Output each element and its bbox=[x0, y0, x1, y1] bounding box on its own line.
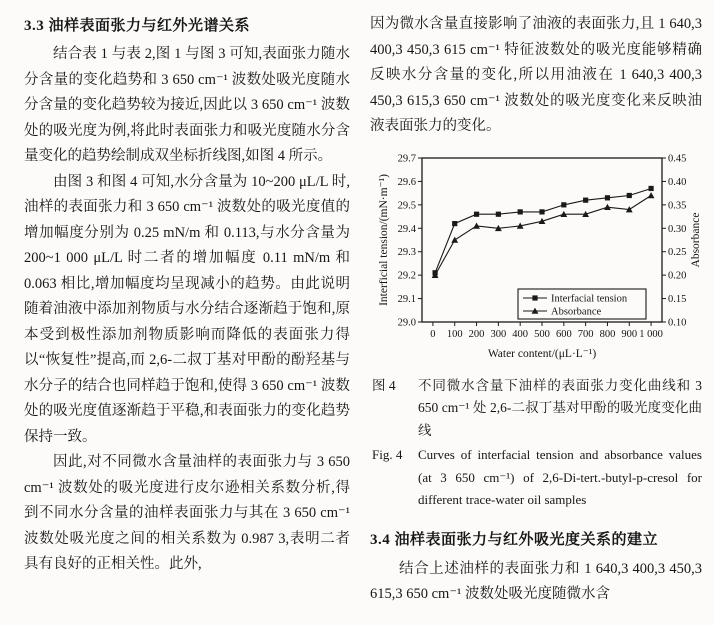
square-marker bbox=[605, 195, 610, 200]
series-interfacial-tension bbox=[435, 188, 651, 272]
square-marker bbox=[496, 211, 501, 216]
y-left-tick-label: 29.0 bbox=[397, 317, 416, 328]
series-absorbance bbox=[435, 195, 651, 275]
triangle-marker bbox=[451, 236, 458, 242]
figure-4-caption-cn bbox=[372, 375, 702, 443]
y-left-tick-label: 29.2 bbox=[397, 270, 416, 282]
y-right-tick-label: 0.15 bbox=[668, 293, 687, 305]
square-marker bbox=[452, 221, 457, 226]
figure-4-chart bbox=[376, 148, 712, 369]
paragraph-3-4-a: 结合上述油样的表面张力和 1 640,3 400,3 450,3 615,3 650 cm⁻¹ 波数处吸光度随微水含 bbox=[370, 560, 702, 602]
square-marker bbox=[627, 192, 632, 197]
figure-4-caption-en-text: Curves of interfacial tension and absorbance values (at 3 650 cm⁻¹) of 2,6-Di-tert.-butyl-p-cresol for different trace-water oil samples bbox=[418, 447, 702, 507]
legend-label: Absorbance bbox=[551, 306, 602, 317]
y-right-tick-label: 0.30 bbox=[668, 223, 687, 235]
figure-4 bbox=[376, 148, 702, 369]
figure-4-caption-cn-text: 不同微水含量下油样的表面张力变化曲线和 3 650 cm⁻¹ 处 2,6-二叔丁基对甲酚的吸光度变化曲线 bbox=[418, 377, 702, 438]
y-left-tick-label: 29.1 bbox=[397, 293, 416, 305]
chart-legend bbox=[518, 289, 646, 319]
y-left-tick-label: 29.5 bbox=[397, 199, 416, 211]
figure-4-caption-en bbox=[372, 444, 702, 512]
x-tick-label: 0 bbox=[430, 328, 436, 340]
x-tick-label: 300 bbox=[490, 328, 507, 340]
y-left-tick-label: 29.3 bbox=[397, 246, 416, 258]
x-tick-label: 100 bbox=[446, 328, 463, 340]
paragraph-continuation: 因为微水含量直接影响了油液的表面张力,且 1 640,3 400,3 450,3 615 cm⁻¹ 特征波数处的吸光度能够精确反映水分含量的变化,所以用油液在 1 640,3 400,3 450,3 615,3 650 cm⁻¹ 波数处的吸光度变化来反映油液表面张力的变化。 bbox=[370, 16, 702, 134]
square-marker bbox=[648, 185, 653, 190]
legend-label: Interfacial tension bbox=[551, 293, 628, 304]
y-right-tick-label: 0.20 bbox=[668, 270, 687, 282]
x-tick-label: 600 bbox=[555, 328, 572, 340]
y-axis-label-left: Interficial tension/(mN·m⁻¹) bbox=[378, 173, 390, 306]
y-left-tick-label: 29.4 bbox=[397, 223, 416, 235]
left-column bbox=[24, 12, 350, 625]
paragraph-3-3-b: 由图 3 和图 4 可知,水分含量为 10~200 μL/L 时,油样的表面张力和 3 650 cm⁻¹ 波数处的吸光度值的增加幅度分别为 0.25 mN/m 和 0.113,与水分含量为 200~1 000 μL/L 时二者的增加幅度 0.11 mN/m 和 0.063 相比,增加幅度均呈现减小的趋势。由此说明随着油液中添加剂物质与水分结合逐渐趋于饱和,原本受到极性添加剂物质影响而降低的表面张力得以“恢复性”提高,而 2,6-二叔丁基对甲酚的酚羟基与水分子的结合也同样趋于饱和,使得 3 650 cm⁻¹ 波数处的吸光度值逐渐趋于平稳,和表面张力的变化趋势保持一致。 bbox=[24, 173, 350, 445]
section-3-3-heading: 3.3 油样表面张力与红外光谱关系 bbox=[24, 18, 251, 34]
section-3-4-heading: 3.4 油样表面张力与红外吸光度关系的建立 bbox=[370, 531, 659, 548]
paragraph-3-3-a: 结合表 1 与表 2,图 1 与图 3 可知,表面张力随水分含量的变化趋势和 3 650 cm⁻¹ 波数处吸光度随水分含量的变化趋势较为接近,因此以 3 650 cm⁻¹ 波数处的吸光度为例,将此时表面张力和吸光度随水分含量变化的趋势绘制成双坐标折线图,如图 4 所示。 bbox=[24, 46, 350, 164]
square-marker bbox=[561, 202, 566, 207]
y-right-tick-label: 0.35 bbox=[668, 199, 687, 211]
paragraph-3-3-c: 因此,对不同微水含量油样的表面张力与 3 650 cm⁻¹ 波数处的吸光度进行皮尔逊相关系数分析,得到不同水分含量的油样表面张力与其在 3 650 cm⁻¹ 波数处吸光度之间的相关系数为 0.987 3,表明二者具有良好的正相关性。此外, bbox=[24, 454, 350, 572]
y-left-tick-label: 29.6 bbox=[397, 176, 416, 188]
x-tick-label: 700 bbox=[577, 328, 594, 340]
y-left-tick-label: 29.7 bbox=[397, 153, 416, 164]
x-tick-label: 800 bbox=[599, 328, 616, 340]
x-tick-label: 1 000 bbox=[639, 328, 663, 340]
square-marker bbox=[583, 197, 588, 202]
x-axis-label: Water content/(μL·L⁻¹) bbox=[487, 347, 597, 360]
x-tick-label: 200 bbox=[468, 328, 485, 340]
y-right-tick-label: 0.45 bbox=[668, 153, 687, 164]
x-tick-label: 900 bbox=[621, 328, 638, 340]
y-right-tick-label: 0.25 bbox=[668, 246, 687, 258]
square-marker bbox=[518, 209, 523, 214]
square-marker bbox=[539, 209, 544, 214]
y-axis-label-right: Absorbance bbox=[690, 212, 702, 267]
x-tick-label: 400 bbox=[512, 328, 529, 340]
triangle-marker bbox=[648, 192, 655, 198]
figure-4-chart-svg bbox=[376, 148, 712, 364]
square-marker bbox=[474, 211, 479, 216]
x-tick-label: 500 bbox=[534, 328, 550, 340]
right-column bbox=[370, 12, 702, 625]
y-right-tick-label: 0.10 bbox=[668, 317, 687, 328]
figure-4-label-cn: 图 4 bbox=[372, 377, 396, 393]
figure-4-label-en: Fig. 4 bbox=[372, 447, 403, 462]
y-right-tick-label: 0.40 bbox=[668, 176, 687, 188]
